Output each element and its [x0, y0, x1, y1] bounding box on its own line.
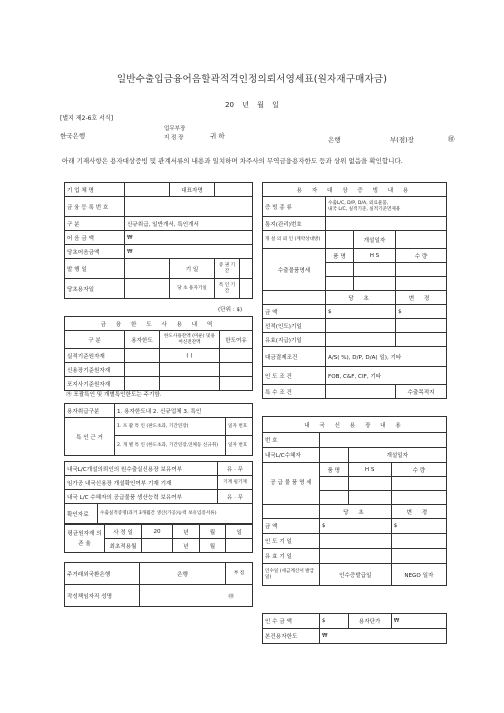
term-label: 기 일	[170, 259, 215, 279]
avg-base: 사 정 일	[105, 525, 142, 539]
proof-type-value	[326, 197, 447, 217]
accept-label: 인수일 (세금계산서 발급일)	[263, 564, 320, 586]
valid-orig[interactable]	[326, 333, 396, 347]
limit-row1-remain[interactable]	[220, 349, 253, 363]
limit-row1-used: ( )	[160, 349, 220, 363]
orig-label: 당 초 용자기일	[170, 279, 215, 299]
open-date-label: 개설일자	[353, 231, 395, 249]
amount-orig: $	[326, 305, 396, 319]
ceo-name-value[interactable]	[215, 183, 253, 197]
amount-change: $	[396, 305, 447, 319]
accept-amount-label: 인 수 금 액	[263, 614, 320, 629]
qty-cell-2[interactable]	[396, 277, 447, 291]
orig-date-label: 당초용자일	[65, 279, 125, 299]
change-header: 변 경	[396, 291, 447, 305]
limit-remain: 한도여유	[220, 331, 253, 349]
limit-row2-current[interactable]	[125, 363, 160, 377]
seal-mark: ㊞	[448, 135, 455, 143]
extension-label: 증 권 기 간	[215, 259, 240, 279]
avg-d: 일	[226, 525, 253, 539]
lc-qty-cell-1[interactable]	[391, 477, 446, 491]
limit-row3-remain[interactable]	[220, 377, 253, 391]
current-bill-label: 당초어음금액	[65, 245, 125, 259]
limit-division: 구 분	[65, 331, 125, 349]
company-name-label: 기 업 체 명	[65, 183, 125, 197]
handling-value: 1. 용자한도내 2. 신규업체 3. 특인	[115, 404, 253, 418]
hs-cell-2[interactable]	[353, 277, 395, 291]
rate-label: 용자단가	[348, 614, 391, 629]
current-bill-value: ₩	[125, 245, 253, 259]
check1-value[interactable]: 유 · 무	[218, 462, 253, 476]
limit-row3-used[interactable]	[160, 377, 220, 391]
proof-type-v1: 수출L/C, D/P, D/A, 외료물품,	[328, 201, 389, 206]
limit-header: 금 융 한 도 사 용 내 역	[65, 317, 253, 331]
limit-used: 한도사용잔액 (미운) 및용 여신전잔액	[160, 331, 220, 349]
lc-orig-header: 당 초	[320, 505, 392, 519]
issue-date-label: 발 행 일	[65, 259, 125, 279]
lc-delivery-label: 인 도 기 일	[263, 534, 320, 549]
ship-change[interactable]	[396, 319, 447, 333]
export-goods-label: 수출물품명세	[263, 249, 326, 291]
recipient-label: 내국L/C수혜자	[263, 448, 320, 463]
finance-reg-value[interactable]	[125, 197, 253, 217]
bill-amount-value: ₩	[125, 231, 253, 245]
lc-goods-cell-2[interactable]	[320, 491, 349, 505]
goods-cell-2[interactable]	[326, 277, 354, 291]
lc-change-header: 변 경	[391, 505, 446, 519]
open-bank-value[interactable]	[326, 231, 354, 249]
avg-m2: 월	[199, 539, 226, 553]
special-table	[64, 403, 253, 456]
company-table	[64, 182, 253, 299]
open-date-value[interactable]	[396, 231, 447, 249]
supply-goods-label: 공 급 물 품 명 세	[263, 463, 320, 505]
dept-line2: 지 점 장	[164, 135, 184, 141]
to-label: 귀 하	[210, 132, 225, 140]
accept-amount-value: $	[320, 614, 349, 629]
qty-cell-1[interactable]	[396, 263, 447, 277]
special-cond-value[interactable]	[326, 385, 396, 399]
lc-valid-label: 유 효 기 일	[263, 549, 320, 564]
lc-amount-orig: $	[320, 519, 392, 534]
remain-limit-value: ₩	[320, 629, 447, 644]
basis2-ref: 일자 번호	[226, 436, 253, 456]
limit-row2-label: 신용장기준원자재	[65, 363, 125, 377]
domestic-lc-table	[262, 416, 447, 644]
proof-type-v2: 내국 L/C, 실적기준, 실적기준면제용	[328, 206, 401, 212]
bill-amount-label: 어 음 금 액	[65, 231, 125, 245]
lc-hs-cell-1[interactable]	[348, 477, 391, 491]
form-number: [별지 제2-6호 서식]	[60, 115, 114, 122]
check3-label: 내국 L/C 수혜자의 공급물품 생산능력 보유여부	[65, 490, 218, 504]
qty-header: 수 량	[396, 249, 447, 263]
avg-y2: 년	[173, 539, 200, 553]
basis-label: 특 인 근 거	[65, 418, 115, 456]
lc-hs-header: H S	[348, 463, 391, 477]
lc-amount-label: 금 액	[263, 519, 320, 534]
lc-qty-header: 수 량	[391, 463, 446, 477]
branch-label: 부(점)장	[390, 136, 414, 144]
limit-note: ㉮ 포괄특인 및 개별특인한도는 주기함.	[66, 392, 162, 398]
category-value: 신규취급, 일반개서, 특인개서	[125, 217, 253, 231]
goods-header: 품 명	[326, 249, 354, 263]
limit-row2-used[interactable]	[160, 363, 220, 377]
lc-open-date-label: 개설일자	[348, 448, 446, 463]
unit-label: (단위 : $)	[218, 307, 243, 313]
lc-qty-cell-2[interactable]	[391, 491, 446, 505]
check4-value: 수출실적증명(과거 3개월간 생산(가공)능력 보유입증서류)	[98, 504, 253, 524]
footer-left-table	[64, 562, 253, 607]
special-period-label: 특 인 기 간	[215, 279, 240, 299]
bank-of-korea: 한국은행	[60, 132, 86, 140]
intro-text: 아래 기재사항은 용자대상증빙 및 관계서류의 내용과 일치하며 차주사의 무역금융용자한도 등과 상위 없음을 확인합니다.	[62, 157, 403, 165]
avg-m: 월	[199, 525, 226, 539]
limit-row3-label: 포지사기준원자재	[65, 377, 125, 391]
destination-label: 수출목적지	[396, 385, 447, 399]
hs-cell-1[interactable]	[353, 263, 395, 277]
check2-label: 임가공 내국신용장 개설확인여부 기재 기재	[65, 476, 218, 490]
lc-no-label: 번 호	[263, 433, 320, 448]
limit-table	[64, 316, 253, 391]
basis1: 1. 포 괄 특 인 (판도초과, 기간연장)	[115, 418, 226, 436]
check3-value[interactable]: 유 · 무	[218, 490, 253, 504]
dept-line1: 업무부장	[164, 126, 186, 132]
proof-type-label: 증 빙 종 류	[263, 197, 326, 217]
limit-row2-remain[interactable]	[220, 363, 253, 377]
basis2: 2. 개 별 특 인 (한도초과, 기간연장,연체등 신규취)	[115, 436, 226, 456]
valid-label: 유효(지급)기일	[263, 333, 326, 347]
lc-no-value[interactable]	[320, 433, 447, 448]
check4-label: 확인자료	[65, 504, 98, 524]
pay-terms-value: A/S( %), D/P, D/A( 일), 기타	[326, 347, 447, 367]
special-period-value[interactable]	[240, 279, 253, 299]
avg-label: 평균원자재 의 존 율	[65, 525, 105, 553]
domestic-lc-header: 내 국 신 용 장 내 용	[263, 417, 447, 433]
ship-label: 선적(인도)기일	[263, 319, 326, 333]
ceo-name-label: 대표자명	[170, 183, 215, 197]
accept-value: 인수증발급일	[320, 564, 392, 586]
proof-table	[262, 182, 447, 399]
extension-value[interactable]	[240, 259, 253, 279]
lc-valid-change[interactable]	[391, 549, 446, 564]
special-cond-label: 특 수 조 건	[263, 385, 326, 399]
valid-change[interactable]	[396, 333, 447, 347]
addressee-block	[60, 126, 460, 148]
category-label: 구 분	[65, 217, 125, 231]
form-date: 20 년 월 일	[225, 101, 279, 109]
goods-cell-1[interactable]	[326, 263, 354, 277]
lc-delivery-change[interactable]	[391, 534, 446, 549]
bank2-label: 은행	[328, 136, 341, 144]
proof-header: 용 자 대 상 증 빙 내 용	[263, 183, 447, 197]
lc-delivery-orig[interactable]	[320, 534, 392, 549]
lc-goods-cell-1[interactable]	[320, 477, 349, 491]
issue-date-value[interactable]	[125, 259, 170, 279]
ref-no-label: 통지(관리)번호	[263, 217, 326, 231]
company-name-value[interactable]	[125, 183, 170, 197]
form-title: 일반수출입금융어음할곽적격인정의뢰서영세표(원자재구매자금)	[116, 74, 388, 85]
main-bank-value: 은행	[140, 563, 226, 585]
author-seal: ㊞	[140, 585, 253, 607]
checks-table	[64, 461, 253, 524]
nego-label: NEGO 일자	[391, 564, 446, 586]
lc-hs-cell-2[interactable]	[348, 491, 391, 505]
limit-current: 용자한도	[125, 331, 160, 349]
handling-label: 용자취급구분	[65, 404, 115, 418]
ref-no-value[interactable]	[326, 217, 447, 231]
avg-last: 최초적용월	[105, 539, 142, 553]
orig-date-value[interactable]	[125, 279, 170, 299]
recipient-value[interactable]	[320, 448, 349, 463]
rate-value: ₩	[391, 614, 446, 629]
lc-valid-orig[interactable]	[320, 549, 392, 564]
limit-row1-current[interactable]	[125, 349, 160, 363]
pay-terms-label: 대금결제조건	[263, 347, 326, 367]
remain-limit-label: 본건용자한도	[263, 629, 320, 644]
delivery-value: FOB, C&F, CIF, 기타	[326, 367, 447, 385]
basis1-ref: 일자 번호	[226, 418, 253, 436]
check1-label: 내국L/C개설의뢰인의 원수출실신용장 보유여부	[65, 462, 218, 476]
branch-label-f: 부 점	[226, 563, 253, 585]
finance-reg-label: 금 융 등 록 번 호	[65, 197, 125, 217]
lc-goods-header: 품 명	[320, 463, 349, 477]
orig-header: 당 초	[326, 291, 396, 305]
open-bank-label: 개 설 의 뢰 인 (계약상대방)	[263, 231, 326, 249]
main-bank-label: 주거래외국환은행	[65, 563, 140, 585]
lc-amount-change: $	[391, 519, 446, 534]
amount-label: 금 액	[263, 305, 326, 319]
avg-y: 년	[173, 525, 200, 539]
hs-header: H S	[353, 249, 395, 263]
avg-table	[64, 524, 253, 553]
limit-row1-label: 실적기준원자재	[65, 349, 125, 363]
check2-value[interactable]: 기재 필기재	[218, 476, 253, 490]
ship-orig[interactable]	[326, 319, 396, 333]
limit-row3-current[interactable]	[125, 377, 160, 391]
delivery-label: 인 도 조 건	[263, 367, 326, 385]
avg-year: 20	[142, 525, 173, 539]
author-label: 작성책임자직 성명	[65, 585, 140, 607]
